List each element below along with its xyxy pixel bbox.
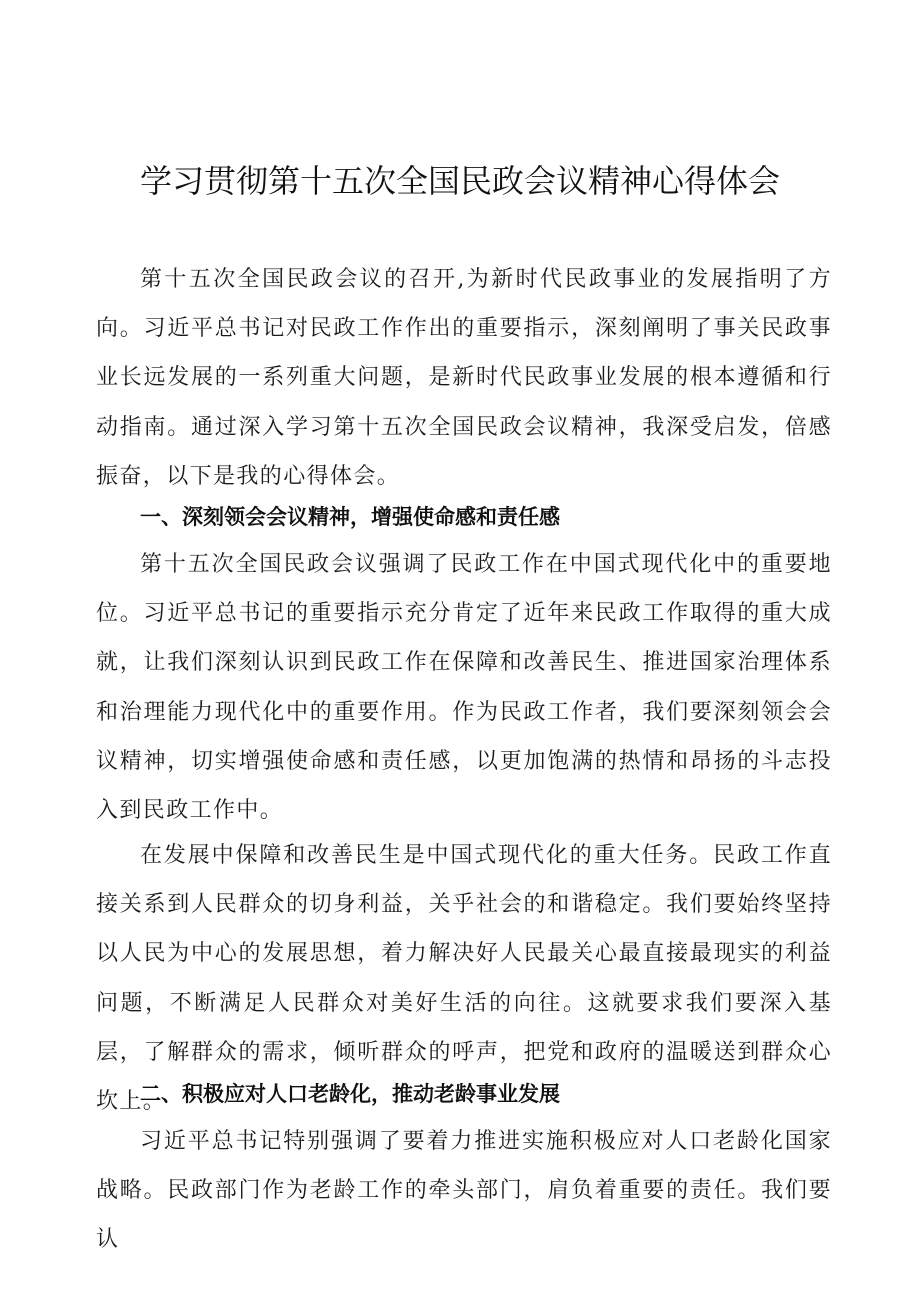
- paragraph-intro: 第十五次全国民政会议的召开,为新时代民政事业的发展指明了方向。习近平总书记对民政工作作出的重要指示，深刻阐明了事关民政事业长远发展的一系列重大问题，是新时代民政事业发展的根本遵循和行动指南。通过深入学习第十五次全国民政会议精神，我深受启发，倍感振奋，以下是我的心得体会。: [96, 267, 832, 489]
- document-title: 学习贯彻第十五次全国民政会议精神心得体会: [139, 162, 780, 200]
- paragraph-section2-a: 习近平总书记特别强调了要着力推进实施积极应对人口老龄化国家战略。民政部门作为老龄工作的牵头部门，肩负着重要的责任。我们要认: [96, 1129, 832, 1253]
- section-heading-1: 一、深刻领会会议精神，增强使命感和责任感: [140, 505, 560, 529]
- paragraph-section1-a: 第十五次全国民政会议强调了民政工作在中国式现代化中的重要地位。习近平总书记的重要指示充分肯定了近年来民政工作取得的重大成就，让我们深刻认识到民政工作在保障和改善民生、推进国家治理体系和治理能力现代化中的重要作用。作为民政工作者，我们要深刻领会会议精神，切实增强使命感和责任感，以更加饱满的热情和昂扬的斗志投入到民政工作中。: [96, 552, 832, 824]
- section-heading-2: 二、积极应对人口老龄化，推动老龄事业发展: [140, 1082, 560, 1106]
- paragraph-section1-b: 在发展中保障和改善民生是中国式现代化的重大任务。民政工作直接关系到人民群众的切身利益，关乎社会的和谐稳定。我们要始终坚持以人民为中心的发展思想，着力解决好人民最关心最直接最现实的利益问题，不断满足人民群众对美好生活的向往。这就要求我们要深入基层，了解群众的需求，倾听群众的呼声，把党和政府的温暖送到群众心坎上。: [96, 843, 832, 1115]
